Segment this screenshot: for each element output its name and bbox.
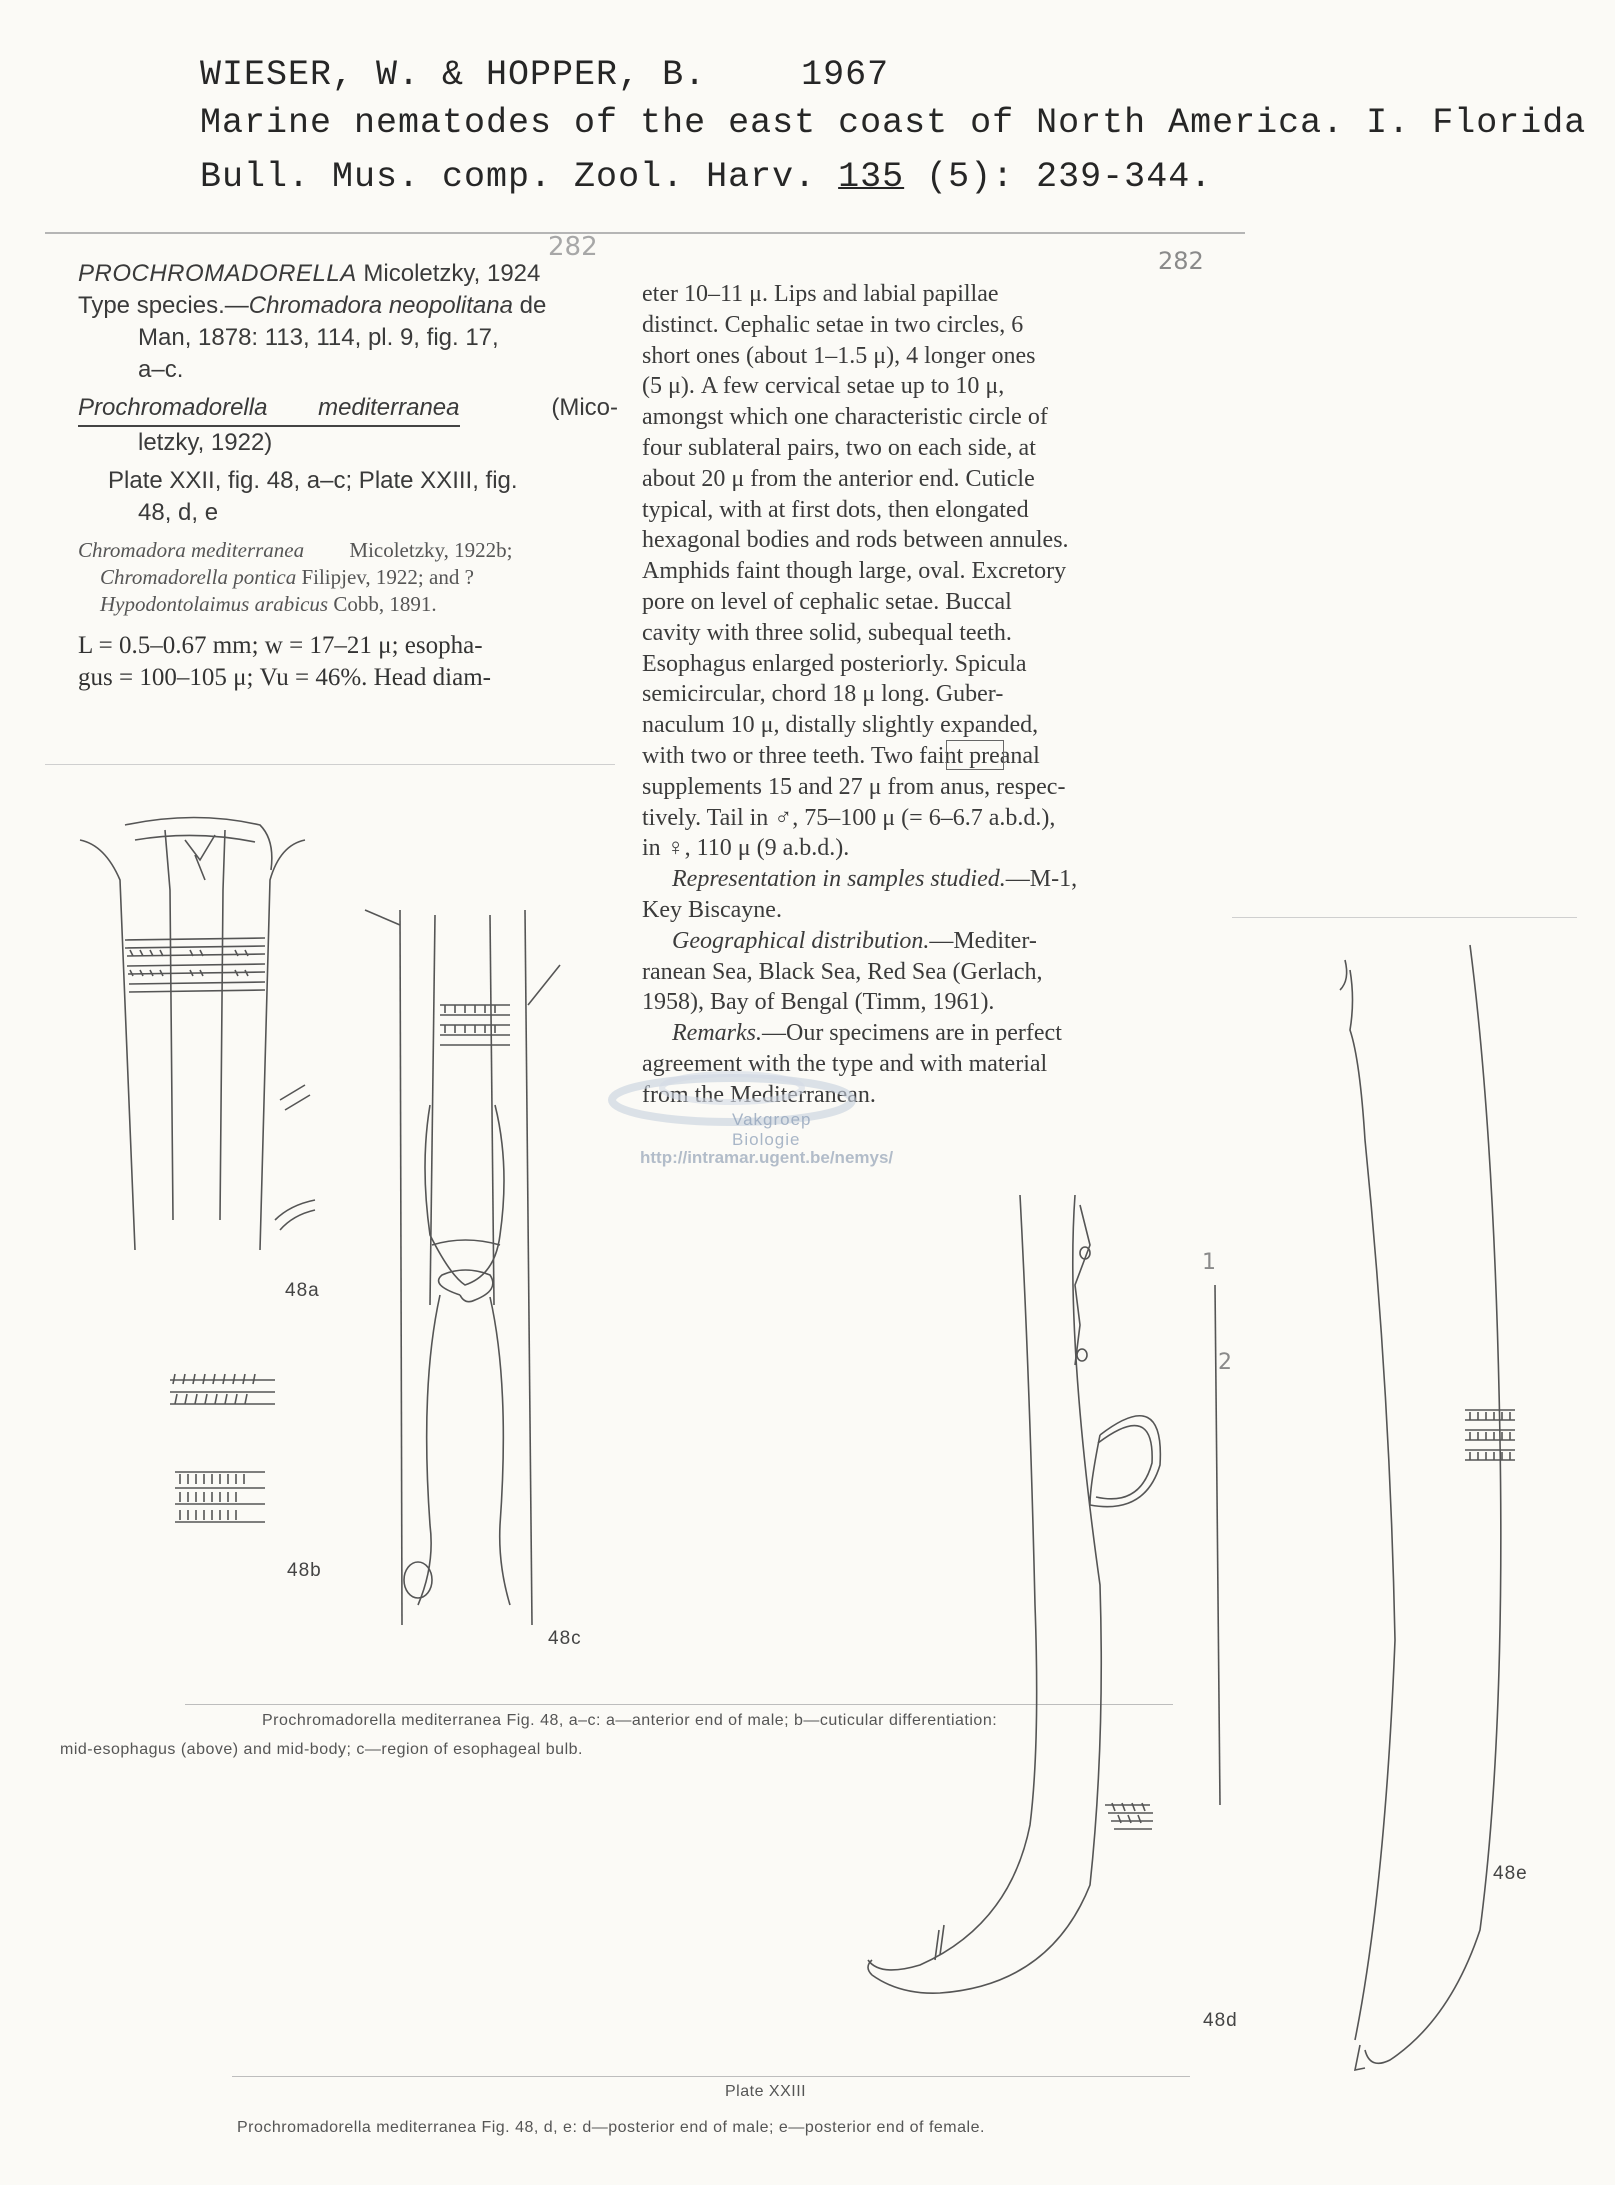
handwritten-number-left: 282: [548, 232, 598, 262]
figure-48c-drawing: [360, 905, 580, 1645]
measurements-2: gus = 100–105 μ; Vu = 46%. Head diam-: [78, 664, 491, 691]
representation-text-2: Key Biscayne.: [642, 896, 782, 923]
remarks-text-3: from the Mediterranean.: [642, 1081, 876, 1108]
handwritten-mark-1: 1: [1202, 1250, 1216, 1275]
synonym-2-name: Chromadorella pontica: [100, 565, 297, 589]
watermark: [582, 1020, 882, 1160]
description-text: [642, 279, 1192, 864]
species-author-1: (Mico-: [551, 394, 618, 421]
citation-authors: WIESER, W. & HOPPER, B.: [200, 55, 707, 95]
description-line: cavity with three solid, subequal teeth.: [642, 619, 1012, 646]
representation-heading: Representation in samples studied.: [672, 866, 1006, 893]
citation-title: Marine nematodes of the east coast of North America. I. Florida: [200, 103, 1587, 143]
species-author-2: letzky, 1922): [138, 429, 273, 456]
representation-para: [642, 864, 1192, 895]
header-rule: [45, 232, 1245, 234]
figure-label-48c: 48c: [548, 1628, 582, 1649]
description-line: Esophagus enlarged posteriorly. Spicula: [642, 650, 1027, 677]
description-line: distinct. Cephalic setae in two circles, 6: [642, 311, 1024, 338]
synonym-1-name: Chromadora mediterranea: [78, 538, 305, 562]
description-line: in ♀, 110 μ (9 a.b.d.).: [642, 835, 850, 862]
synonym-2: [78, 564, 618, 591]
figure-top-rule-left: [45, 764, 615, 765]
plate-xxii-caption-1: Prochromadorella mediterranea Fig. 48, a–c: a—anterior end of male; b—cuticular differentiation:: [262, 1712, 998, 1729]
geography-text-1: —Mediter-: [929, 927, 1037, 954]
citation-journal-line: [200, 157, 1212, 197]
species-heading: [78, 392, 618, 427]
description-line: semicircular, chord 18 μ long. Guber-: [642, 681, 1004, 708]
citation-authors-line: [200, 55, 889, 95]
geography-text-3: 1958), Bay of Bengal (Timm, 1961).: [642, 989, 995, 1016]
citation-journal: Bull. Mus. comp. Zool. Harv.: [200, 157, 817, 197]
right-column: [642, 279, 1192, 1111]
type-species-line-2: Man, 1878: 113, 114, pl. 9, fig. 17,: [138, 324, 499, 351]
figure-48a-drawing: [75, 820, 335, 1270]
description-line: hexagonal bodies and rods between annules.: [642, 527, 1069, 554]
genus-author: Micoletzky, 1924: [363, 260, 541, 287]
plate-xxii-caption-2: mid-esophagus (above) and mid-body; c—region of esophageal bulb.: [60, 1741, 583, 1758]
handwritten-number-right: 282: [1158, 247, 1204, 275]
remarks-text-1: —Our specimens are in perfect: [761, 1020, 1062, 1047]
citation-volume: 135: [838, 157, 905, 197]
description-line: four sublateral pairs, two on each side, at: [642, 434, 1036, 461]
description-line: (5 μ). A few cervical setae up to 10 μ,: [642, 373, 1005, 400]
type-species-prefix: Type species.—: [78, 292, 249, 319]
description-line: typical, with at first dots, then elongated: [642, 496, 1029, 523]
left-column: [78, 258, 618, 694]
figure-48d-drawing: [860, 1185, 1200, 2015]
synonym-1: [78, 537, 618, 564]
remarks-text-2: agreement with the type and with material: [642, 1050, 1048, 1077]
description-line: naculum 10 μ, distally slightly expanded,: [642, 712, 1039, 739]
figure-top-rule-right: [1232, 917, 1577, 918]
plate-xxiii-caption: Prochromadorella mediterranea Fig. 48, d, e: d—posterior end of male; e—posterior end of female.: [237, 2119, 985, 2136]
handwritten-mark-2: 2: [1218, 1350, 1232, 1375]
figure-label-48a: 48a: [285, 1280, 320, 1301]
description-line: supplements 15 and 27 μ from anus, respec-: [642, 773, 1066, 800]
figure-48e-drawing: [1330, 940, 1560, 2070]
description-line: about 20 μ from the anterior end. Cuticle: [642, 465, 1035, 492]
geography-para: [642, 926, 1192, 957]
description-line: pore on level of cephalic setae. Buccal: [642, 588, 1012, 615]
genus-name: PROCHROMADORELLA: [78, 260, 357, 287]
plate-reference-1: Plate XXII, fig. 48, a–c; Plate XXIII, fig.: [108, 467, 518, 494]
type-species-tail: de: [519, 292, 547, 319]
type-species-line-3: a–c.: [138, 356, 184, 383]
plate-xxiii-title: Plate XXIII: [725, 2083, 807, 2100]
figure-label-48e: 48e: [1493, 1863, 1528, 1884]
figure-48b-drawing: [165, 1372, 285, 1552]
description-line: eter 10–11 μ. Lips and labial papillae: [642, 281, 999, 307]
measurements-1: L = 0.5–0.67 mm; w = 17–21 μ; esopha-: [78, 632, 483, 659]
species-name: Prochromadorella mediterranea: [78, 392, 460, 427]
representation-text-1: —M-1,: [1005, 866, 1078, 893]
synonym-1-author: Micoletzky, 1922b;: [349, 538, 513, 562]
description-line: short ones (about 1–1.5 μ), 4 longer ones: [642, 342, 1036, 369]
editorial-box-mark: [946, 740, 1004, 770]
type-species-line-1: [78, 290, 618, 322]
description-line: amongst which one characteristic circle of: [642, 404, 1048, 431]
watermark-brand: Vakgroep Biologie: [732, 1110, 812, 1149]
geography-text-2: ranean Sea, Black Sea, Red Sea (Gerlach,: [642, 958, 1043, 985]
description-line: Amphids faint though large, oval. Excretory: [642, 558, 1067, 585]
description-line: with two or three teeth. Two faint preanal: [642, 742, 1040, 769]
synonym-3-name: Hypodontolaimus arabicus: [100, 592, 329, 616]
geography-heading: Geographical distribution.: [672, 927, 930, 954]
citation-pages: (5): 239-344.: [926, 157, 1213, 197]
synonym-3-author: Cobb, 1891.: [333, 592, 437, 616]
citation-year: 1967: [801, 55, 890, 95]
plate-reference-2: 48, d, e: [138, 499, 219, 526]
remarks-heading: Remarks.: [672, 1020, 762, 1047]
figure-label-48b: 48b: [287, 1560, 322, 1581]
synonym-2-author: Filipjev, 1922; and ?: [301, 565, 474, 589]
watermark-url: http://intramar.ugent.be/nemys/: [640, 1148, 894, 1167]
genus-heading: [78, 258, 618, 290]
figure-label-48d: 48d: [1203, 2010, 1238, 2031]
description-line: tively. Tail in ♂, 75–100 μ (= 6–6.7 a.b.d.),: [642, 804, 1056, 831]
type-species-name: Chromadora neopolitana: [248, 292, 513, 319]
plate-xxiii-rule: [232, 2076, 1190, 2077]
synonym-3: [78, 591, 618, 618]
